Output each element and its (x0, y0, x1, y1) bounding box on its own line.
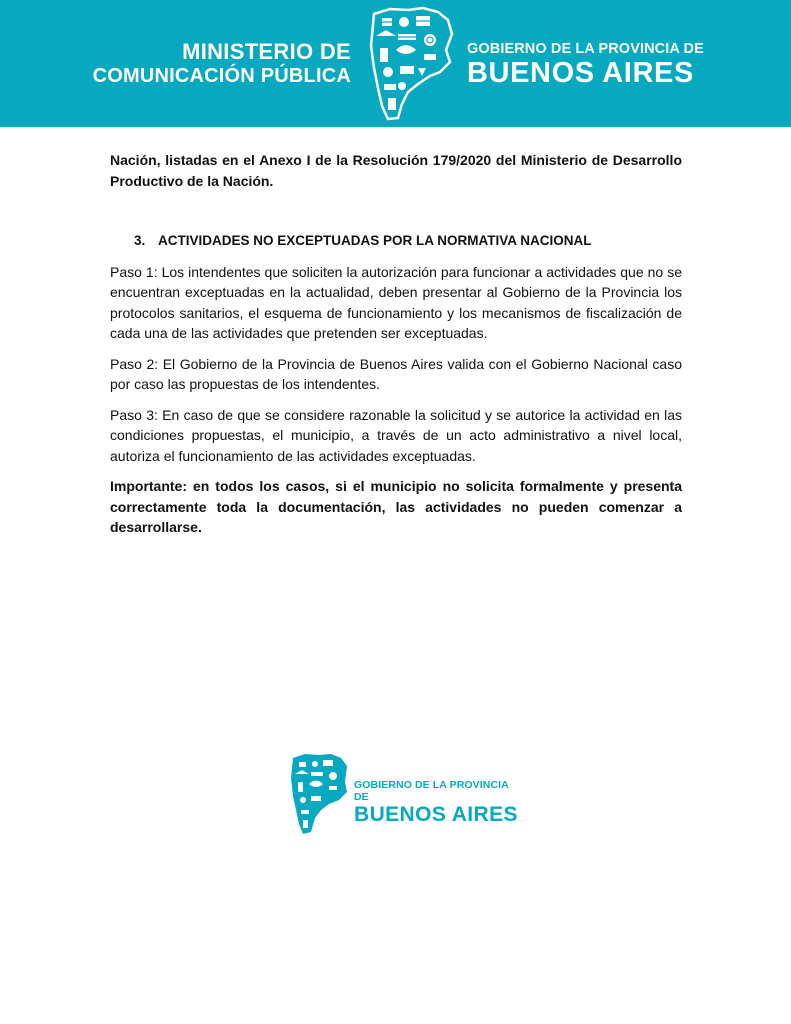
gov-name (467, 41, 704, 89)
footer-gov-small: GOBIERNO DE LA PROVINCIA DE (354, 779, 509, 803)
province-map-icon (289, 752, 349, 836)
paso-3-paragraph: Paso 3: En caso de que se considere razonable la solicitud y se autorice la actividad en las condiciones propuestas, el municipio, a través de un acto administrativo a nivel local, autoriza el funcionamiento de las actividades exceptuadas. (110, 406, 682, 464)
ministry-line1: MINISTERIO DE (182, 39, 351, 64)
document-body (110, 150, 682, 538)
paso-1-paragraph: Paso 1: Los intendentes que soliciten la autorización para funcionar a actividades que no se encuentran exceptuadas en la actualidad, deben presentar al Gobierno de la Provincia los protocolos sanitarios, el esquema de funcionamiento y los mecanismos de fiscalización de cada una de las actividades que pretenden ser exceptuadas. (110, 263, 682, 341)
footer-logo (289, 752, 519, 836)
intro-paragraph: Nación, listadas en el Anexo I de la Resolución 179/2020 del Ministerio de Desarrollo Productivo de la Nación. (110, 152, 682, 189)
footer-gov-big: BUENOS AIRES (354, 803, 518, 826)
section-number: 3. (134, 233, 146, 248)
ministry-line2: COMUNICACIÓN PÚBLICA (92, 65, 351, 87)
province-map-icon (368, 6, 454, 122)
section-title: ACTIVIDADES NO EXCEPTUADAS POR LA NORMATIVA NACIONAL (158, 233, 592, 248)
paso-2-paragraph: Paso 2: El Gobierno de la Provincia de Buenos Aires valida con el Gobierno Nacional caso por caso las propuestas de los intendentes. (110, 355, 682, 392)
page-header (0, 0, 791, 127)
importante-paragraph: Importante: en todos los casos, si el municipio no solicita formalmente y presenta correctamente toda la documentación, las actividades no pueden comenzar a desarrollarse. (110, 478, 682, 535)
section-heading (110, 231, 682, 252)
footer-gov-name (354, 779, 519, 826)
ministry-name (93, 40, 351, 88)
gov-name-big: BUENOS AIRES (467, 57, 694, 89)
gov-name-small: GOBIERNO DE LA PROVINCIA DE (467, 41, 704, 57)
